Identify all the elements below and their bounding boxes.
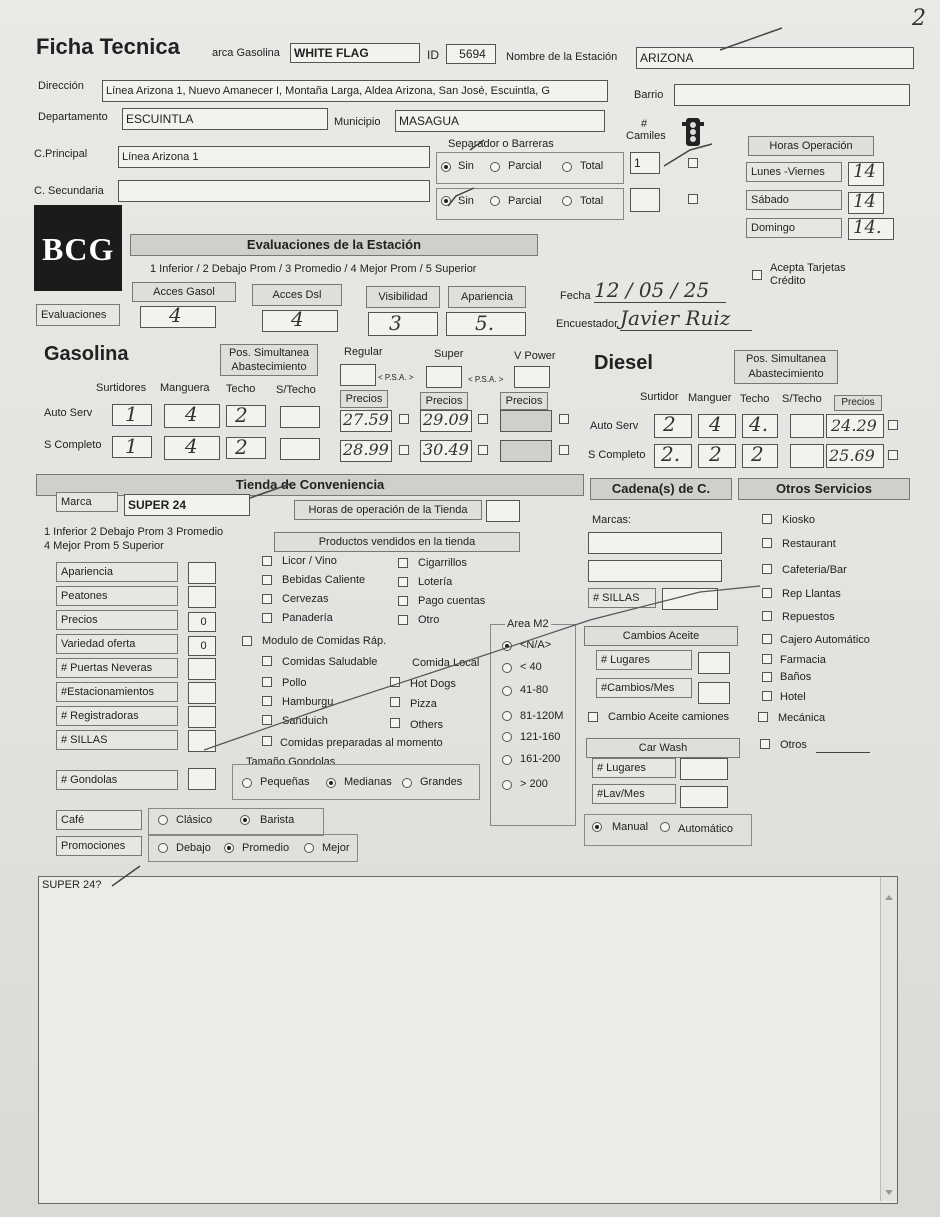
dsl-comp-price-value: 25.69 <box>829 446 875 465</box>
psa-label-2: < P.S.A. > <box>468 375 504 384</box>
cafe-label: Café <box>56 810 142 830</box>
separador-label: Separador o Barreras <box>448 138 554 150</box>
cambio-camiones-label: Cambio Aceite camiones <box>608 711 730 723</box>
dsl-col-techo: Techo <box>740 393 770 405</box>
gas-comp-manguera-value: 4 <box>185 436 198 458</box>
comida-pizza-label: Pizza <box>410 698 437 710</box>
evaluaciones-label: Evaluaciones <box>36 304 120 326</box>
dsl-auto-manguer-value: 4 <box>709 414 722 436</box>
promociones-label: Promociones <box>56 836 142 856</box>
otros-servicios-header: Otros Servicios <box>738 478 910 500</box>
tienda-row-puertas: # Puertas Neveras <box>56 658 178 678</box>
cafe-barista-label: Barista <box>260 814 295 826</box>
otros-restaurant-label: Restaurant <box>782 538 836 550</box>
tamano-medianas-label: Medianas <box>344 776 392 788</box>
gas-col-manguera: Manguera <box>160 382 210 394</box>
tienda-row-registradoras: # Registradoras <box>56 706 178 726</box>
notes-text: SUPER 24? <box>42 879 102 891</box>
carwash-lav-label: #Lav/Mes <box>592 784 676 804</box>
id-field[interactable]: 5694 <box>446 44 496 64</box>
diesel-pos-sim-button[interactable]: Pos. Simultanea Abastecimiento <box>734 350 838 384</box>
area-lt40-label: < 40 <box>520 661 542 673</box>
dsl-col-surtidor: Surtidor <box>640 391 679 403</box>
cambios-aceite-button[interactable]: Cambios Aceite <box>584 626 738 646</box>
area-gt200-label: > 200 <box>520 778 548 790</box>
apariencia-eval-label: Apariencia <box>448 286 526 308</box>
carwash-lugares-label: # Lugares <box>592 758 676 778</box>
encuestador-label: Encuestador <box>556 318 618 330</box>
separador1-total-label: Total <box>580 160 604 172</box>
cadena-sillas-label: # SILLAS <box>588 588 656 608</box>
prod-licor-label: Licor / Vino <box>282 555 337 567</box>
comida-others-label: Others <box>410 719 444 731</box>
area-41-80-label: 41-80 <box>520 684 549 696</box>
dsl-s-completo-label: S Completo <box>588 449 646 461</box>
car-wash-button[interactable]: Car Wash <box>586 738 740 758</box>
marcas-label: Marcas: <box>592 514 632 526</box>
calle-principal-label: C.Principal <box>34 148 88 160</box>
gas-auto-surtidores-value: 1 <box>125 404 138 426</box>
otros-otros-label: Otros <box>780 739 807 751</box>
camiles-field-1[interactable]: 1 <box>630 152 660 174</box>
tienda-row-precios-value[interactable]: 0 <box>188 612 216 632</box>
promo-debajo-label: Debajo <box>176 842 211 854</box>
prod-otro-label: Otro <box>418 614 440 626</box>
evaluaciones-scale: 1 Inferior / 2 Debajo Prom / 3 Promedio / 4 Mejor Prom / 5 Superior <box>150 263 477 275</box>
cadena-header: Cadena(s) de C. <box>590 478 732 500</box>
otros-mecanica-label: Mecánica <box>778 712 826 724</box>
prod-loteria-label: Lotería <box>418 576 453 588</box>
domingo-value: 14. <box>853 218 882 238</box>
tienda-row-peatones: Peatones <box>56 586 178 606</box>
cafe-clasico-label: Clásico <box>176 814 213 826</box>
sabado-label: Sábado <box>746 190 842 210</box>
dsl-comp-manguer-value: 2 <box>709 444 722 466</box>
acces-gasol-label: Acces Gasol <box>132 282 236 302</box>
acces-dsl-label: Acces Dsl <box>252 284 342 306</box>
direccion-field[interactable]: Línea Arizona 1, Nuevo Amanecer I, Montaña Larga, Aldea Arizona, San José, Escuintla, G <box>102 80 608 102</box>
gas-auto-techo-value: 2 <box>235 405 248 427</box>
gas-col-techo: Techo <box>226 383 256 395</box>
modulo-comidas-label: Modulo de Comidas Ráp. <box>262 635 387 647</box>
encuestador-field[interactable]: Javier Ruiz <box>620 306 752 331</box>
gas-col-surtidores: Surtidores <box>96 382 147 394</box>
area-121-160-label: 121-160 <box>520 731 561 743</box>
fecha-label: Fecha <box>560 290 591 302</box>
acces-gasol-value: 4 <box>169 306 182 327</box>
barrio-label: Barrio <box>634 89 664 101</box>
prod-pago-label: Pago cuentas <box>418 595 486 607</box>
sabado-value: 14 <box>853 192 876 212</box>
aceite-lugares-label: # Lugares <box>596 650 692 670</box>
prod-cigarrillos-label: Cigarrillos <box>418 557 467 569</box>
gas-comp-price-regular-value: 28.99 <box>343 440 389 459</box>
comida-hotdogs-label: Hot Dogs <box>410 678 456 690</box>
comida-preparadas-label: Comidas preparadas al momento <box>280 737 443 749</box>
gas-comp-surtidores-value: 1 <box>125 436 138 458</box>
gasolina-title: Gasolina <box>44 343 129 365</box>
gas-comp-price-super-value: 30.49 <box>423 440 469 459</box>
tamano-grandes-label: Grandes <box>420 776 463 788</box>
prod-panaderia-label: Panadería <box>282 612 333 624</box>
evaluaciones-header: Evaluaciones de la Estación <box>130 234 538 256</box>
id-label: ID <box>427 48 439 62</box>
visibilidad-label: Visibilidad <box>366 286 440 308</box>
diesel-title: Diesel <box>594 352 653 374</box>
dsl-comp-surtidor-value: 2. <box>661 444 681 466</box>
area-m2-label: Area M2 <box>507 618 549 630</box>
horas-operacion-button[interactable]: Horas Operación <box>748 136 874 156</box>
gas-auto-serv-label: Auto Serv <box>44 407 93 419</box>
otros-banos-label: Baños <box>780 671 812 683</box>
gas-auto-price-regular-value: 27.59 <box>343 410 389 429</box>
prod-bebidas-label: Bebidas Caliente <box>282 574 366 586</box>
dsl-auto-serv-label: Auto Serv <box>590 420 639 432</box>
separador2-sin-label: Sin <box>458 195 474 207</box>
gas-auto-price-super-value: 29.09 <box>423 410 469 429</box>
otros-hotel-label: Hotel <box>780 691 806 703</box>
super-label: Super <box>434 348 464 360</box>
otros-kiosko-label: Kiosko <box>782 514 816 526</box>
tienda-row-estacionamientos: #Estacionamientos <box>56 682 178 702</box>
form-title: Ficha Tecnica <box>36 34 180 59</box>
tienda-row-apariencia: Apariencia <box>56 562 178 582</box>
otros-cafeteria-label: Cafeteria/Bar <box>782 564 847 576</box>
tienda-row-sillas: # SILLAS <box>56 730 178 750</box>
comida-sanduich-label: Sanduich <box>282 715 328 727</box>
direccion-label: Dirección <box>38 80 84 92</box>
dsl-precios-label: Precios <box>834 395 882 411</box>
area-na-label: <N/A> <box>520 639 552 651</box>
camiles-label: # Camiles <box>626 118 666 142</box>
promo-promedio-label: Promedio <box>242 842 290 854</box>
tienda-row-gondolas: # Gondolas <box>56 770 178 790</box>
nombre-estacion-label: Nombre de la Estación <box>506 51 618 63</box>
dsl-col-stecho: S/Techo <box>782 393 822 405</box>
page-number: 2 <box>912 6 926 31</box>
otros-cajero-label: Cajero Automático <box>780 634 870 646</box>
departamento-label: Departamento <box>38 111 108 123</box>
area-81-120-label: 81-120M <box>520 710 564 722</box>
cambios-mes-label: #Cambios/Mes <box>596 678 692 698</box>
departamento-field[interactable]: ESCUINTLA <box>122 108 328 130</box>
comida-hamburgu-label: Hamburgu <box>282 696 334 708</box>
separador2-parcial-label: Parcial <box>508 195 542 207</box>
marca-gasolina-field[interactable]: WHITE FLAG <box>290 43 420 63</box>
dsl-auto-techo-value: 4. <box>749 414 769 436</box>
prod-cervezas-label: Cervezas <box>282 593 329 605</box>
tienda-scale-2: 4 Mejor Prom 5 Superior <box>44 540 164 552</box>
lunes-viernes-value: 14 <box>853 162 876 182</box>
calle-principal-field[interactable]: Línea Arizona 1 <box>118 146 430 168</box>
tamano-gondolas-label: Tamaño Gondolas <box>246 756 336 768</box>
gas-col-stecho: S/Techo <box>276 384 316 396</box>
gas-s-completo-label: S Completo <box>44 439 102 451</box>
nombre-estacion-field[interactable]: ARIZONA <box>636 47 914 69</box>
separador2-total-label: Total <box>580 195 604 207</box>
gas-auto-manguera-value: 4 <box>185 404 198 426</box>
dsl-auto-price-value: 24.29 <box>831 416 877 435</box>
acces-dsl-value: 4 <box>291 310 304 331</box>
gas-precios-label-3: Precios <box>500 392 548 410</box>
calle-secundaria-label: C. Secundaria <box>34 185 104 197</box>
tienda-row-variedad-value[interactable]: 0 <box>188 636 216 656</box>
separador1-parcial-label: Parcial <box>508 160 542 172</box>
comida-local-label: Comida Local <box>412 657 480 669</box>
separador1-sin-label: Sin <box>458 160 474 172</box>
tienda-header: Tienda de Conveniencia <box>36 474 584 496</box>
municipio-field[interactable]: MASAGUA <box>395 110 605 132</box>
gasolina-pos-sim-button[interactable]: Pos. Simultanea Abastecimiento <box>220 344 318 376</box>
bcg-logo-text: BCG <box>42 231 115 267</box>
otros-repuestos-label: Repuestos <box>782 611 835 623</box>
acepta-tarjetas-label: Acepta Tarjetas Crédito <box>770 262 846 287</box>
domingo-label: Domingo <box>746 218 842 238</box>
tienda-marca-label: Marca <box>56 492 118 512</box>
comida-saludable-label: Comidas Saludable <box>282 656 378 668</box>
tienda-row-variedad: Variedad oferta <box>56 634 178 654</box>
dsl-comp-techo-value: 2 <box>751 444 764 466</box>
tienda-scale-1: 1 Inferior 2 Debajo Prom 3 Promedio <box>44 526 224 538</box>
dsl-auto-surtidor-value: 2 <box>663 414 676 436</box>
otros-farmacia-label: Farmacia <box>780 654 826 666</box>
carwash-manual-label: Manual <box>612 821 649 833</box>
psa-label-1: < P.S.A. > <box>378 373 414 382</box>
marca-gasolina-label: arca Gasolina <box>212 47 280 59</box>
vpower-label: V Power <box>514 350 556 362</box>
comida-pollo-label: Pollo <box>282 677 307 689</box>
fecha-field[interactable]: 12 / 05 / 25 <box>594 278 726 303</box>
gas-precios-label-2: Precios <box>420 392 468 410</box>
lunes-viernes-label: Lunes -Viernes <box>746 162 842 182</box>
otros-rep-llantas-label: Rep Llantas <box>782 588 841 600</box>
horas-tienda-label: Horas de operación de la Tienda <box>294 500 482 520</box>
carwash-automatico-label: Automático <box>678 823 734 835</box>
tienda-marca-field[interactable]: SUPER 24 <box>124 494 250 516</box>
tamano-pequenas-label: Pequeñas <box>260 776 310 788</box>
apariencia-eval-value: 5. <box>475 312 495 335</box>
gas-precios-label-1: Precios <box>340 390 388 408</box>
productos-label: Productos vendidos en la tienda <box>274 532 520 552</box>
municipio-label: Municipio <box>334 116 381 128</box>
area-161-200-label: 161-200 <box>520 753 561 765</box>
dsl-col-manguer: Manguer <box>688 392 732 404</box>
regular-label: Regular <box>344 346 383 358</box>
visibilidad-value: 3 <box>389 312 402 335</box>
promo-mejor-label: Mejor <box>322 842 350 854</box>
gas-comp-techo-value: 2 <box>235 437 248 459</box>
tienda-row-precios: Precios <box>56 610 178 630</box>
